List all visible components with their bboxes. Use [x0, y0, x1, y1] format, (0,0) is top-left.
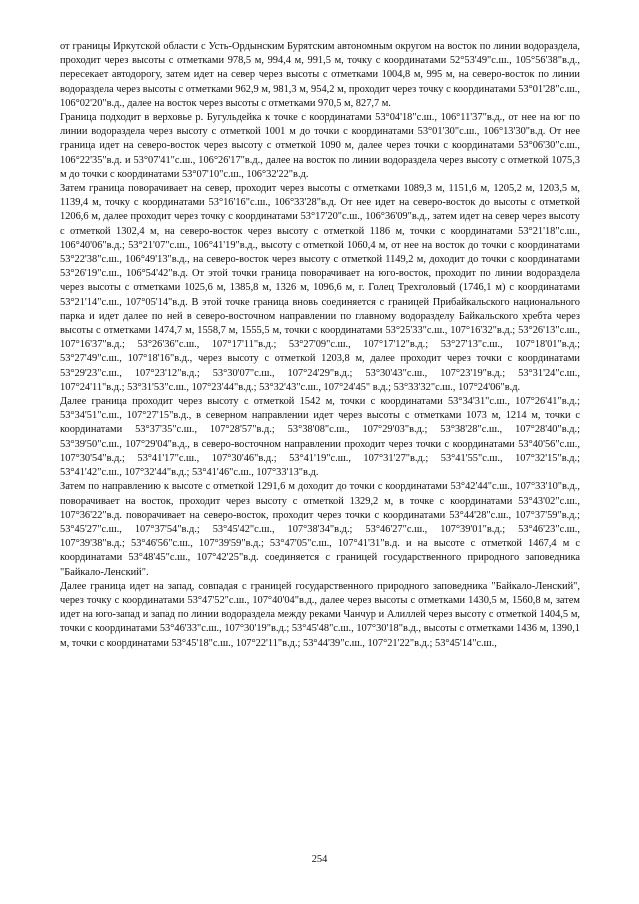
paragraph: Граница подходит в верховье р. Бугульдейка к точке с координатами 53°04'18"с.ш., 106°11'37"в.д., от нее на юг по линии водораздела через высоту с отметкой 1001 м до точки с координатами 53°01'30"с.ш., 106°13'30"в.д. От нее граница идет на северо-восток через высоту с отметкой 1090 м, далее через точки с координатами 53°06'30"с.ш., 106°22'35"в.д. и 53°07'41"с.ш., 106°26'17"в.д., далее на восток по линии водораздела через высоту с отметкой 1075,3 м до точки с координатами 53°07'10"с.ш., 106°32'22"в.д.: [60, 112, 580, 180]
paragraph: Далее граница проходит через высоту с отметкой 1542 м, точки с координатами 53°34'31"с.ш., 107°26'41"в.д.; 53°34'51"с.ш., 107°27'15"в.д., в северном направлении идет через высоты с отметками 1073 м, 1214 м, точки с координатами 53°37'35"с.ш., 107°28'57"в.д.; 53°38'08"с.ш., 107°29'03"в.д.; 53°38'28"с.ш., 107°28'40"в.д.; 53°39'50"с.ш., 107°29'04"в.д., в северо-восточном направлении проходит через точки с координатами 53°40'56"с.ш., 107°30'54"в.д.; 53°41'17"с.ш., 107°30'46"в.д.; 53°41'19"с.ш., 107°31'27"в.д.; 53°41'55"с.ш., 107°32'15"в.д.; 53°41'42"с.ш., 107°32'44"в.д.; 53°41'46"с.ш., 107°33'13"в.д.: [60, 396, 580, 479]
document-body: [60, 40, 580, 651]
paragraph: Затем по направлению к высоте с отметкой 1291,6 м доходит до точки с координатами 53°42'44"с.ш., 107°33'10"в.д., поворачивает на восток, проходит через высоту с отметкой 1329,2 м, в точке с координатами 53°43'02"с.ш., 107°36'22"в.д. поворачивает на северо-восток, проходит через точки с координатами 53°44'28"с.ш., 107°37'59"в.д.; 53°45'27"с.ш., 107°37'54"в.д.; 53°45'42"с.ш., 107°38'34"в.д.; 53°46'27"с.ш., 107°39'01"в.д.; 53°46'23"с.ш., 107°39'38"в.д.; 53°46'56"с.ш., 107°39'59"в.д.; 53°47'05"с.ш., 107°41'31"в.д. и на высоте с отметкой 1467,4 м с координатами 53°48'45"с.ш., 107°42'25"в.д. соединяется с границей государственного природного заповедника "Байкало-Ленский".: [60, 481, 580, 578]
paragraph: Затем граница поворачивает на север, проходит через высоты с отметками 1089,3 м, 1151,6 м, 1205,2 м, 1203,5 м, 1139,4 м, точку с координатами 53°16'16"с.ш., 106°33'28"в.д. От нее идет на северо-восток до высоты с отметкой 1206,6 м, далее проходит через точку с координатами 53°17'20"с.ш., 106°36'09"в.д., затем идет на север через высоту с отметкой 1302,4 м, на северо-восток через высоту с отметкой 1186 м, точки с координатами 53°21'18"с.ш., 106°40'06"в.д.; 53°21'07"с.ш., 106°41'19"в.д., высоту с отметкой 1060,4 м, от нее на восток до точки с координатами 53°22'38"с.ш., 106°49'13"в.д., на северо-восток через высоту с отметкой 1149,2 м, доходит до точки с координатами 53°26'19"с.ш., 106°54'42"в.д. От этой точки граница поворачивает на юго-восток, проходит по линии водораздела через высоты с отметками 1025,6 м, 1385,8 м, 1326 м, 1096,6 м, г. Голец Трехголовый (1746,1 м) с координатами 53°21'14"с.ш., 107°05'14"в.д. В этой точке граница вновь соединяется с границей Прибайкальского национального парка и идет далее по ней в северо-восточном направлении по главному водоразделу Байкальского хребта через высоты с отметками 1474,7 м, 1558,7 м, 1555,5 м, точки с координатами 53°25'33"с.ш., 107°16'32"в.д.; 53°26'13"с.ш., 107°16'37"в.д.; 53°26'36"с.ш., 107°17'11"в.д.; 53°27'09"с.ш., 107°17'12"в.д.; 53°27'13"с.ш., 107°18'01"в.д.; 53°27'49"с.ш., 107°18'16"в.д., через высоту с отметкой 1203,8 м, далее проходит через точки с координатами 53°29'23"с.ш., 107°23'12"в.д.; 53°30'07"с.ш., 107°24'29"в.д.; 53°30'43"с.ш., 107°23'19"в.д.; 53°31'24"с.ш., 107°24'11"в.д.; 53°31'53"с.ш., 107°23'44"в.д.; 53°32'43"с.ш., 107°24'45" в.д.; 53°33'32"с.ш., 107°24'06"в.д.: [60, 183, 580, 393]
paragraph: Далее граница идет на запад, совпадая с границей государственного природного заповедника "Байкало-Ленский", через точку с координатами 53°47'52"с.ш., 107°40'04"в.д., далее через высоты с отметками 1430,5 м, 1560,8 м, затем идет на юго-запад и запад по линии водораздела между реками Чанчур и Алиллей через высоту с отметкой 1404,5 м, точки с координатами 53°46'33"с.ш., 107°30'19"в.д.; 53°45'48"с.ш., 107°30'18"в.д., высоты с отметками 1436 м, 1390,1 м, точки с координатами 53°45'18"с.ш., 107°22'11"в.д.; 53°44'39"с.ш., 107°21'22"в.д.; 53°45'14"с.ш.,: [60, 580, 580, 649]
page-number: 254: [311, 854, 328, 865]
paragraph: от границы Иркутской области с Усть-Ордынским Бурятским автономным округом на восток по линии водораздела, проходит через высоты с отметками 978,5 м, 994,4 м, 991,5 м, точку с координатами 52°53'49"с.ш., 105°56'38"в.д., пересекает автодорогу, затем идет на север через высоты с отметками 1004,8 м, 995 м, на северо-восток по линии водораздела через высоты с отметками 962,9 м, 981,3 м, 954,2 м, проходит через точку с координатами 53°01'28"с.ш., 106°02'20"в.д., далее на восток через высоты с отметками 970,5 м, 827,7 м.: [60, 41, 580, 109]
